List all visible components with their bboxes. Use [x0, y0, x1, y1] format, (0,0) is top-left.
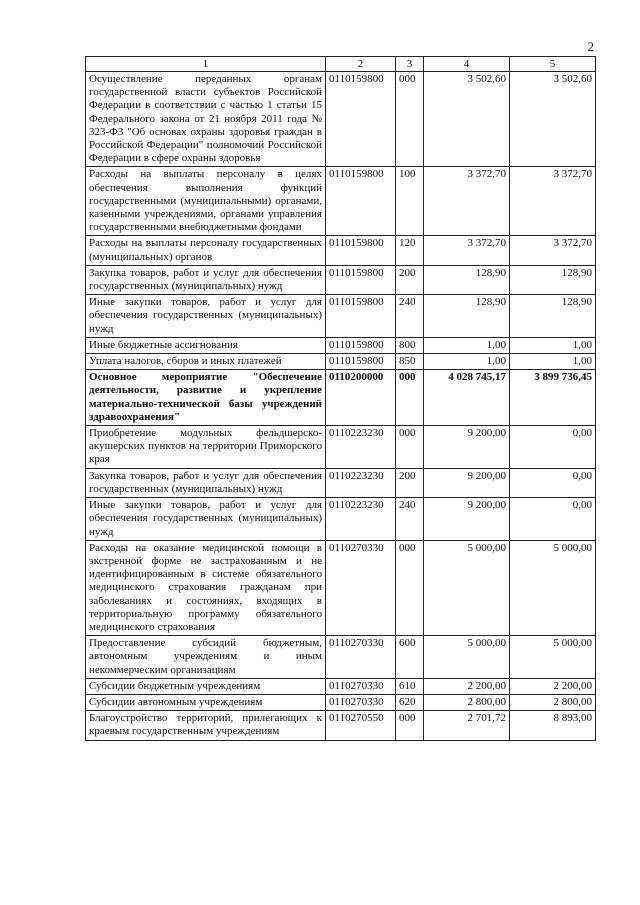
row-description: Иные бюджетные ассигнования: [86, 337, 326, 353]
header-col-2: 2: [326, 57, 396, 72]
row-target-code: 0110159800: [326, 354, 396, 370]
row-amount-col-5: 3 372,70: [510, 236, 596, 265]
table-row: [86, 337, 596, 353]
row-amount-col-4: 5 000,00: [424, 636, 510, 679]
row-target-code: 0110223230: [326, 468, 396, 497]
row-amount-col-4: 128,90: [424, 265, 510, 294]
row-amount-col-5: 0,00: [510, 498, 596, 541]
row-target-code: 0110270330: [326, 694, 396, 710]
row-amount-col-4: 128,90: [424, 295, 510, 338]
row-expense-type: 000: [396, 711, 424, 740]
table-row: [86, 370, 596, 426]
row-amount-col-4: 2 701,72: [424, 711, 510, 740]
table-row: [86, 468, 596, 497]
header-col-5: 5: [510, 57, 596, 72]
row-amount-col-5: 128,90: [510, 265, 596, 294]
row-target-code: 0110159800: [326, 236, 396, 265]
row-expense-type: 000: [396, 540, 424, 635]
row-description: Иные закупки товаров, работ и услуг для обеспечения государственных (муниципальных) нужд: [86, 498, 326, 541]
row-amount-col-4: 9 200,00: [424, 426, 510, 469]
row-amount-col-4: 2 800,00: [424, 694, 510, 710]
row-expense-type: 120: [396, 236, 424, 265]
row-description: Благоустройство территорий, прилегающих к краевым государственным учреждениям: [86, 711, 326, 740]
row-expense-type: 100: [396, 167, 424, 236]
row-amount-col-5: 5 000,00: [510, 636, 596, 679]
row-expense-type: 600: [396, 636, 424, 679]
table-row: [86, 167, 596, 236]
row-amount-col-5: 2 800,00: [510, 694, 596, 710]
row-target-code: 0110223230: [326, 498, 396, 541]
table-row: [86, 354, 596, 370]
row-description: Уплата налогов, сборов и иных платежей: [86, 354, 326, 370]
row-amount-col-4: 3 372,70: [424, 167, 510, 236]
row-expense-type: 240: [396, 295, 424, 338]
table-row: [86, 678, 596, 694]
row-amount-col-4: 3 372,70: [424, 236, 510, 265]
row-amount-col-4: 1,00: [424, 337, 510, 353]
row-expense-type: 240: [396, 498, 424, 541]
row-target-code: 0110270330: [326, 540, 396, 635]
row-description: Иные закупки товаров, работ и услуг для обеспечения государственных (муниципальных) нужд: [86, 295, 326, 338]
row-target-code: 0110270330: [326, 678, 396, 694]
budget-table: [85, 56, 596, 741]
row-amount-col-4: 3 502,60: [424, 72, 510, 167]
row-description: Субсидии автономным учреждениям: [86, 694, 326, 710]
row-amount-col-5: 3 372,70: [510, 167, 596, 236]
row-expense-type: 610: [396, 678, 424, 694]
row-amount-col-4: 9 200,00: [424, 498, 510, 541]
table-row: [86, 694, 596, 710]
row-expense-type: 850: [396, 354, 424, 370]
header-col-4: 4: [424, 57, 510, 72]
row-expense-type: 000: [396, 426, 424, 469]
row-expense-type: 000: [396, 72, 424, 167]
row-target-code: 0110270550: [326, 711, 396, 740]
row-description: Закупка товаров, работ и услуг для обеспечения государственных (муниципальных) нужд: [86, 468, 326, 497]
row-expense-type: 800: [396, 337, 424, 353]
row-amount-col-5: 1,00: [510, 337, 596, 353]
table-row: [86, 636, 596, 679]
table-row: [86, 498, 596, 541]
row-expense-type: 000: [396, 370, 424, 426]
table-row: [86, 236, 596, 265]
row-target-code: 0110223230: [326, 426, 396, 469]
header-col-1: 1: [86, 57, 326, 72]
row-target-code: 0110159800: [326, 295, 396, 338]
row-description: Предоставление субсидий бюджетным, автономным учреждениям и иным некоммерческим организациям: [86, 636, 326, 679]
row-amount-col-5: 1,00: [510, 354, 596, 370]
row-target-code: 0110159800: [326, 167, 396, 236]
row-target-code: 0110159800: [326, 72, 396, 167]
table-header-row: [86, 57, 596, 72]
table-row: [86, 295, 596, 338]
row-amount-col-4: 9 200,00: [424, 468, 510, 497]
table-row: [86, 72, 596, 167]
row-expense-type: 200: [396, 468, 424, 497]
row-description: Основное мероприятие "Обеспечение деятельности, развитие и укрепление материально-технической базы учреждений здравоохранения": [86, 370, 326, 426]
row-amount-col-5: 0,00: [510, 468, 596, 497]
table-row: [86, 540, 596, 635]
table-row: [86, 265, 596, 294]
table-row: [86, 426, 596, 469]
row-amount-col-5: 3 899 736,45: [510, 370, 596, 426]
row-description: Субсидии бюджетным учреждениям: [86, 678, 326, 694]
header-col-3: 3: [396, 57, 424, 72]
row-description: Расходы на оказание медицинской помощи в экстренной форме не застрахованным и не идентифицированным в системе обязательного медицинского страхования гражданам при заболеваниях и состояниях, входящих в территориальную программу обязательного медицинского страхования: [86, 540, 326, 635]
row-description: Расходы на выплаты персоналу государственных (муниципальных) органов: [86, 236, 326, 265]
row-expense-type: 200: [396, 265, 424, 294]
row-amount-col-5: 128,90: [510, 295, 596, 338]
row-amount-col-5: 0,00: [510, 426, 596, 469]
row-description: Закупка товаров, работ и услуг для обеспечения государственных (муниципальных) нужд: [86, 265, 326, 294]
row-amount-col-5: 8 893,00: [510, 711, 596, 740]
row-amount-col-4: 1,00: [424, 354, 510, 370]
row-amount-col-5: 2 200,00: [510, 678, 596, 694]
row-target-code: 0110159800: [326, 337, 396, 353]
row-description: Расходы на выплаты персоналу в целях обеспечения выполнения функций государственными (муниципальными) органами, казенными учреждениями, органами управления государственными внебюджетными фондами: [86, 167, 326, 236]
row-description: Осуществление переданных органам государственной власти субъектов Российской Федерации в соответствии с частью 1 статьи 15 Федерального закона от 21 ноября 2011 года № 323-ФЗ "Об основах охраны здоровья граждан в Российской Федерации" полномочий Российской Федерации в сфере охраны здоровья: [86, 72, 326, 167]
row-expense-type: 620: [396, 694, 424, 710]
row-amount-col-4: 5 000,00: [424, 540, 510, 635]
row-target-code: 0110270330: [326, 636, 396, 679]
page-number: 2: [587, 39, 594, 54]
row-description: Приобретение модульных фельдшерско-акушерских пунктов на территории Приморского края: [86, 426, 326, 469]
row-amount-col-5: 3 502,60: [510, 72, 596, 167]
row-target-code: 0110159800: [326, 265, 396, 294]
row-amount-col-4: 4 028 745,17: [424, 370, 510, 426]
row-amount-col-5: 5 000,00: [510, 540, 596, 635]
table-row: [86, 711, 596, 740]
row-target-code: 0110200000: [326, 370, 396, 426]
row-amount-col-4: 2 200,00: [424, 678, 510, 694]
